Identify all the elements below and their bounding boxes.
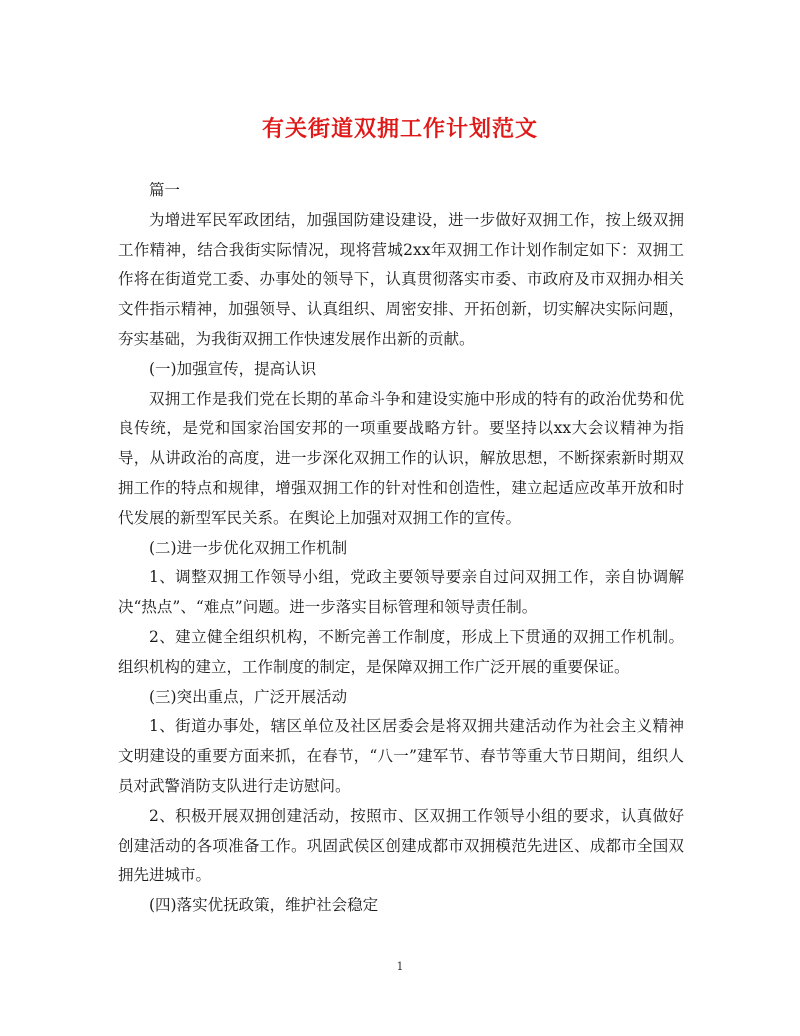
document-title: 有关街道双拥工作计划范文: [261, 116, 538, 142]
section-heading: (二)进一步优化双拥工作机制: [149, 538, 348, 557]
paragraph: 为增进军民军政团结，加强国防建设建设，进一步做好双拥工作，按上级双拥工作精神，结合我街实际情况，现将营城2xx年双拥工作计划作制定如下：双拥工作将在街道党工委、办事处的领导下，认真贯彻落实市委、市政府及市双拥办相关文件指示精神，加强领导、认真组织、周密安排、开拓创新，切实解决实际问题，夯实基础，为我街双拥工作快速发展作出新的贡献。: [118, 210, 684, 348]
paragraph: 1、街道办事处，辖区单位及社区居委会是将双拥共建活动作为社会主义精神文明建设的重要方面来抓，在春节，“八一”建军节、春节等重大节日期间，组织人员对武警消防支队进行走访慰问。: [118, 717, 684, 795]
section-heading: (一)加强宣传，提高认识: [149, 359, 317, 378]
paragraph: 2、积极开展双拥创建活动，按照市、区双拥工作领导小组的要求，认真做好创建活动的各项准备工作。巩固武侯区创建成都市双拥模范先进区、成都市全国双拥先进城市。: [118, 806, 684, 885]
paragraph: 1、调整双拥工作领导小组，党政主要领导要亲自过问双拥工作，亲自协调解决“热点”、“难点”问题。进一步落实目标管理和领导责任制。: [118, 568, 684, 617]
paragraph: 双拥工作是我们党在长期的革命斗争和建设实施中形成的特有的政治优势和优良传统，是党和国家治国安邦的一项重要战略方针。要坚持以xx大会议精神为指导，从讲政治的高度，进一步深化双拥工作的认识，解放思想，不断探索新时期双拥工作的特点和规律，增强双拥工作的针对性和创造性，建立起适应改革开放和时代发展的新型军民关系。在舆论上加强对双拥工作的宣传。: [118, 389, 684, 527]
paragraph: 2、建立健全组织机构，不断完善工作制度，形成上下贯通的双拥工作机制。组织机构的建立，工作制度的制定，是保障双拥工作广泛开展的重要保证。: [118, 627, 684, 676]
section-heading: (三)突出重点，广泛开展活动: [149, 687, 348, 706]
section-heading: (四)落实优抚政策，维护社会稳定: [149, 896, 379, 915]
document-body: [118, 176, 684, 921]
section-label: 篇一: [149, 181, 181, 199]
page-number: 1: [396, 960, 404, 973]
